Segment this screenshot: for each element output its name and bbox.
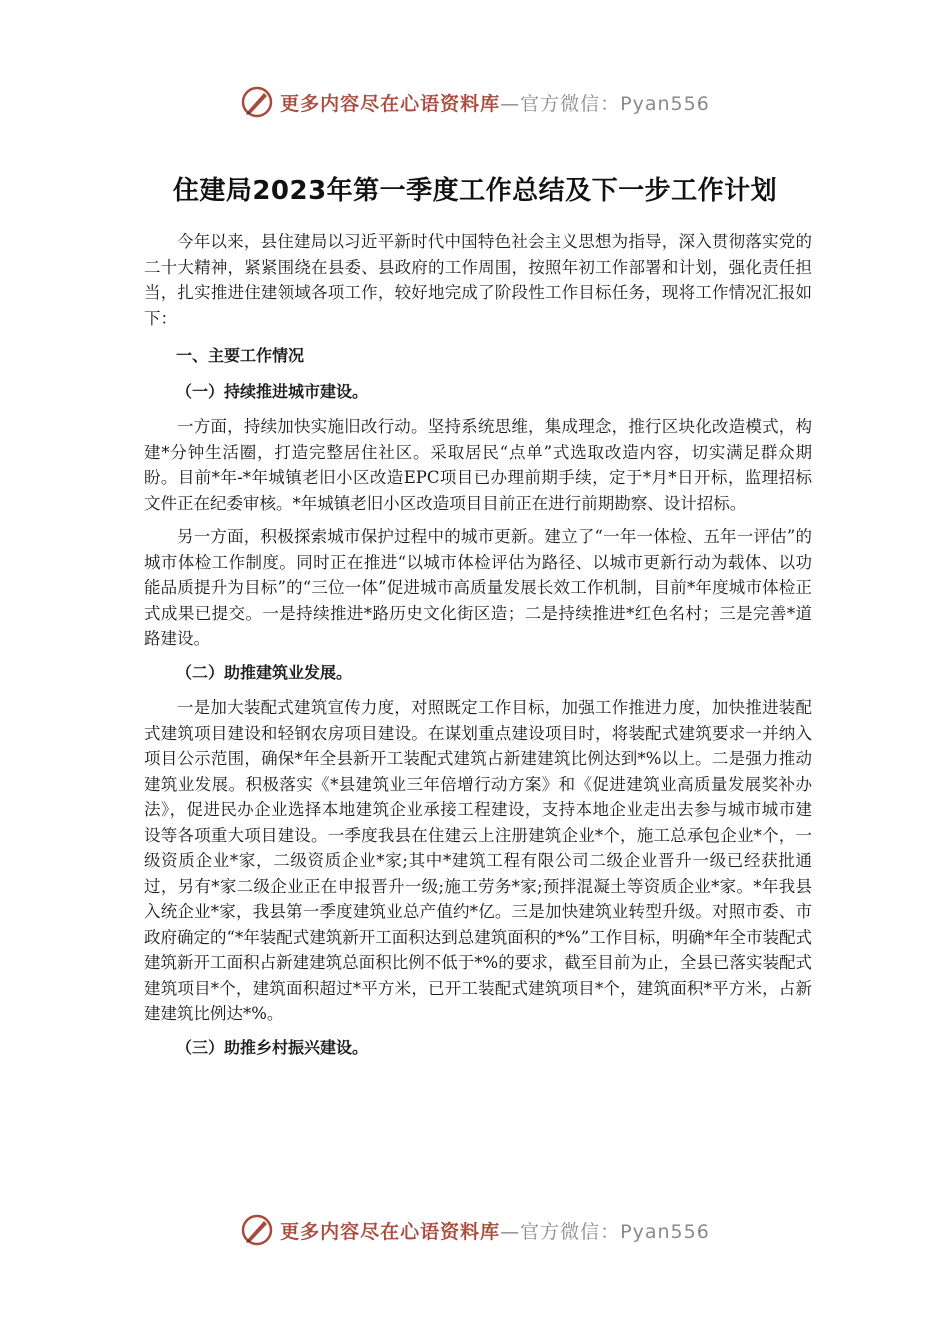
pen-logo-icon <box>240 85 274 119</box>
document-body <box>144 229 812 1070</box>
watermark-banner-top <box>0 84 950 120</box>
subsection-heading-city-construction: （一）持续推进城市建设。 <box>176 381 369 401</box>
paragraph-renovation: 一方面，持续加快实施旧改行动。坚持系统思维，集成理念，推行区块化改造模式，构建*分钟生活圈，打造完整居住社区。采取居民“点单”式选取改造内容，切实满足群众期盼。目前*年-*年城镇老旧小区改造EPC项目已办理前期手续，定于*月*日开标，监理招标文件正在纪委审核。*年城镇老旧小区改造项目目前正在进行前期勘察、设计招标。 <box>144 417 812 513</box>
banner-text <box>280 1217 710 1244</box>
banner-wechat-text: 官方微信：Pyan556 <box>520 1220 710 1243</box>
paragraph-construction-industry: 一是加大装配式建筑宣传力度，对照既定工作目标，加强工作推进力度，加快推进装配式建筑项目建设和轻钢农房项目建设。在谋划重点建设项目时，将装配式建筑要求一并纳入项目公示范围，确保*年全县新开工装配式建筑占新建建筑比例达到*%以上。二是强力推动建筑业发展。积极落实《*县建筑业三年倍增行动方案》和《促进建筑业高质量发展奖补办法》，促进民办企业选择本地建筑企业承接工程建设，支持本地企业走出去参与城市城市建设等各项重大项目建设。一季度我县在住建云上注册建筑企业*个，施工总承包企业*个，一级资质企业*家，二级资质企业*家;其中*建筑工程有限公司二级企业晋升一级已经获批通过，另有*家二级企业正在申报晋升一级;施工劳务*家;预拌混凝土等资质企业*家。*年我县入统企业*家，我县第一季度建筑业总产值约*亿。三是加快建筑业转型升级。对照市委、市政府确定的“*年装配式建筑新开工面积达到总建筑面积的*%”工作目标，明确*年全市装配式建筑新开工面积占新建建筑总面积比例不低于*%的要求，截至目前为止，全县已落实装配式建筑项目*个，建筑面积超过*平方米，已开工装配式建筑项目*个，建筑面积*平方米，占新建建筑比例达*%。 <box>144 698 812 1023</box>
banner-library-text: 更多内容尽在心语资料库 <box>280 1220 501 1243</box>
pen-logo-icon <box>240 1213 274 1247</box>
banner-separator: — <box>500 92 521 115</box>
subsection-heading-rural-revitalization: （三）助推乡村振兴建设。 <box>176 1037 369 1057</box>
banner-text <box>280 89 710 116</box>
paragraph-urban-renewal: 另一方面，积极探索城市保护过程中的城市更新。建立了“一年一体检、五年一评估”的城市体检工作制度。同时正在推进“以城市体检评估为路径、以城市更新行动为载体、以功能品质提升为目标”的“三位一体”促进城市高质量发展长效工作机制，目前*年度城市体检正式成果已提交。一是持续推进*路历史文化街区造；二是持续推进*红色名村；三是完善*道路建设。 <box>144 527 812 648</box>
watermark-banner-bottom <box>0 1212 950 1248</box>
intro-paragraph: 今年以来，县住建局以习近平新时代中国特色社会主义思想为指导，深入贯彻落实党的二十大精神，紧紧围绕在县委、县政府的工作周围，按照年初工作部署和计划，强化责任担当，扎实推进住建领域各项工作，较好地完成了阶段性工作目标任务，现将工作情况汇报如下： <box>144 232 812 328</box>
subsection-heading-construction-industry: （二）助推建筑业发展。 <box>176 662 353 682</box>
banner-library-text: 更多内容尽在心语资料库 <box>280 92 501 115</box>
banner-separator: — <box>500 1220 521 1243</box>
banner-wechat-text: 官方微信：Pyan556 <box>520 92 710 115</box>
document-title: 住建局2023年第一季度工作总结及下一步工作计划 <box>172 176 778 206</box>
section-heading-main-work: 一、主要工作情况 <box>176 346 305 365</box>
